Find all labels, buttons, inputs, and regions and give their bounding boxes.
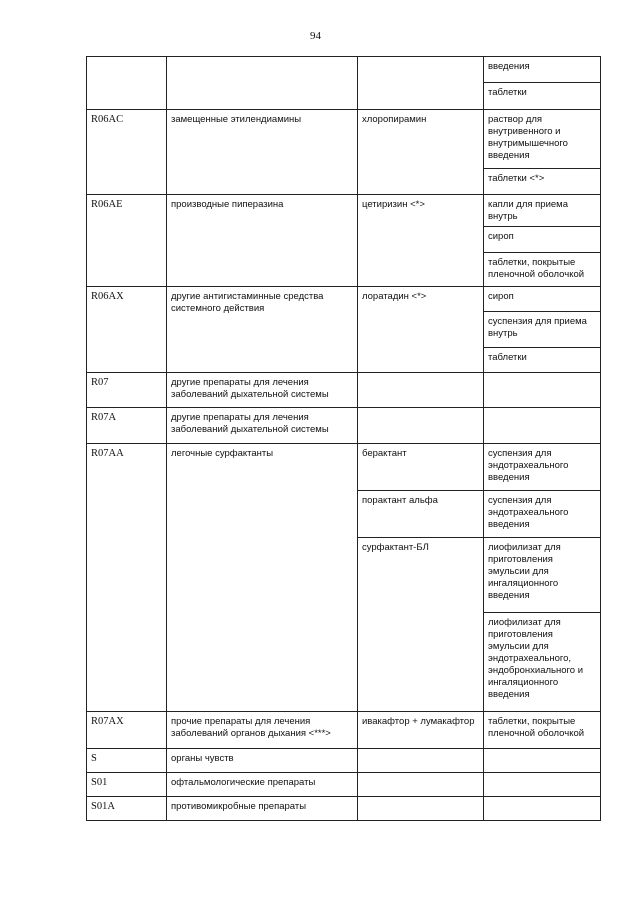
form-cell: таблетки, покрытые пленочной оболочкой — [484, 253, 601, 287]
form-cell — [484, 797, 601, 821]
group-name: офтальмологические препараты — [167, 773, 358, 797]
group-name: другие препараты для лечения заболеваний дыхательной системы — [167, 408, 358, 444]
form-cell: капли для приема внутрь — [484, 195, 601, 227]
form-cell: суспензия для приема внутрь — [484, 312, 601, 348]
drug-name: хлоропирамин — [358, 110, 484, 195]
form-cell: таблетки <*> — [484, 169, 601, 195]
form-cell — [484, 773, 601, 797]
group-name: легочные сурфактанты — [167, 444, 358, 712]
form-cell: сироп — [484, 287, 601, 312]
atc-code: R06AC — [87, 110, 167, 195]
form-cell — [484, 749, 601, 773]
form-cell: лиофилизат для приготовления эмульсии для эндотрахеального, эндобронхиального и ингаляционного введения — [484, 613, 601, 712]
form-cell — [484, 373, 601, 408]
form-cell: суспензия для эндотрахеального введения — [484, 444, 601, 491]
atc-code: R07AA — [87, 444, 167, 712]
group-name: другие препараты для лечения заболеваний дыхательной системы — [167, 373, 358, 408]
atc-code: R07 — [87, 373, 167, 408]
form-cell — [484, 408, 601, 444]
medication-table — [86, 56, 601, 821]
group-name: прочие препараты для лечения заболеваний органов дыхания <***> — [167, 712, 358, 749]
group-name: другие антигистаминные средства системного действия — [167, 287, 358, 373]
form-cell: введения — [484, 57, 601, 83]
drug-name: порактант альфа — [358, 491, 484, 538]
atc-code: R06AX — [87, 287, 167, 373]
form-cell: таблетки — [484, 348, 601, 373]
code-cell — [87, 57, 167, 110]
atc-code: S01 — [87, 773, 167, 797]
form-cell: суспензия для эндотрахеального введения — [484, 491, 601, 538]
form-cell: лиофилизат для приготовления эмульсии для ингаляционного введения — [484, 538, 601, 613]
drug-cell — [358, 373, 484, 408]
drug-cell — [358, 797, 484, 821]
atc-code: S01A — [87, 797, 167, 821]
drug-name: берактант — [358, 444, 484, 491]
group-name: замещенные этилендиамины — [167, 110, 358, 195]
drug-name: лоратадин <*> — [358, 287, 484, 373]
form-cell: сироп — [484, 227, 601, 253]
page-number: 94 — [310, 30, 321, 42]
drug-cell — [358, 408, 484, 444]
atc-code: S — [87, 749, 167, 773]
form-cell: таблетки — [484, 83, 601, 110]
drug-cell — [358, 749, 484, 773]
atc-code: R07A — [87, 408, 167, 444]
drug-name: цетиризин <*> — [358, 195, 484, 287]
form-cell: раствор для внутривенного и внутримышечного введения — [484, 110, 601, 169]
name-cell — [167, 57, 358, 110]
group-name: противомикробные препараты — [167, 797, 358, 821]
group-name: производные пиперазина — [167, 195, 358, 287]
drug-name: ивакафтор + лумакафтор — [358, 712, 484, 749]
drug-cell — [358, 773, 484, 797]
drug-name: сурфактант-БЛ — [358, 538, 484, 712]
form-cell: таблетки, покрытые пленочной оболочкой — [484, 712, 601, 749]
drug-cell — [358, 57, 484, 110]
atc-code: R06AE — [87, 195, 167, 287]
group-name: органы чувств — [167, 749, 358, 773]
atc-code: R07AX — [87, 712, 167, 749]
